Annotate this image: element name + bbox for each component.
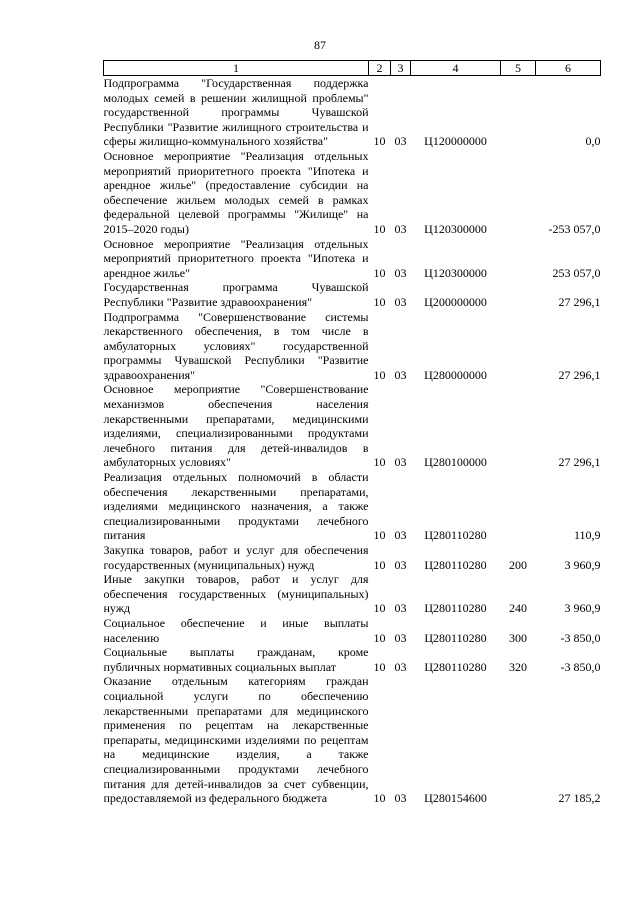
header-col-6: 6 — [536, 61, 601, 76]
row-subsection: 03 — [394, 221, 407, 236]
row-subsection: 03 — [394, 134, 407, 149]
table-row — [104, 470, 601, 543]
row-expense-type: 300 — [509, 630, 527, 645]
row-expense-type — [501, 470, 536, 543]
row-name: Закупка товаров, работ и услуг для обеспечения государственных (муниципальных) нужд — [103, 543, 369, 572]
table-row — [104, 310, 601, 383]
row-section: 10 — [373, 367, 386, 382]
row-target-code: Ц120300000 — [424, 265, 487, 280]
row-amount: 110,9 — [573, 528, 601, 543]
row-amount: 253 057,0 — [552, 265, 601, 280]
row-name: Оказание отдельным категориям граждан социальной услуги по обеспечению лекарственными препаратами для медицинского применения по рецептам на лекарственные препараты, медицинскими изделиями по рецептам на медицинские изделия, а также специализированными продуктами лечебного питания для детей-инвалидов за счет субвенции, предоставляемой из федерального бюджета — [103, 674, 369, 806]
row-subsection: 03 — [394, 659, 407, 674]
header-col-1: 1 — [104, 61, 369, 76]
row-name: Основное мероприятие "Совершенствование механизмов обеспечения населения лекарственными препаратами, медицинскими изделиями, специализированными продуктами лечебного питания для детей-инвалидов в амбулаторных условиях" — [103, 382, 369, 470]
row-section: 10 — [373, 294, 386, 309]
row-target-code: Ц200000000 — [424, 294, 487, 309]
row-subsection: 03 — [394, 367, 407, 382]
table-row — [104, 572, 601, 616]
row-target-code: Ц280000000 — [424, 367, 487, 382]
row-target-code: Ц120300000 — [424, 221, 487, 236]
table-row — [104, 149, 601, 237]
row-amount: 27 296,1 — [558, 367, 601, 382]
row-target-code: Ц280110280 — [424, 630, 487, 645]
row-section: 10 — [373, 557, 386, 572]
row-expense-type: 320 — [509, 659, 527, 674]
header-col-3: 3 — [391, 61, 411, 76]
row-expense-type — [501, 310, 536, 383]
row-name: Иные закупки товаров, работ и услуг для обеспечения государственных (муниципальных) нужд — [103, 572, 369, 616]
row-amount: 27 185,2 — [558, 791, 601, 806]
row-name: Основное мероприятие "Реализация отдельных мероприятий приоритетного проекта "Ипотека и арендное жилье" (предоставление субсидии на обеспечение жильем молодых семей в рамках федеральной целевой программы "Жилище" на 2015–2020 годы) — [103, 148, 369, 236]
row-section: 10 — [373, 601, 386, 616]
row-section: 10 — [373, 265, 386, 280]
row-subsection: 03 — [394, 557, 407, 572]
row-expense-type — [501, 237, 536, 281]
row-section: 10 — [373, 659, 386, 674]
row-target-code: Ц280100000 — [424, 455, 487, 470]
row-name: Социальное обеспечение и иные выплаты населению — [103, 615, 369, 645]
table-header-row — [104, 61, 601, 76]
row-expense-type: 200 — [509, 557, 527, 572]
row-target-code: Ц280110280 — [424, 659, 487, 674]
row-name: Подпрограмма "Государственная поддержка молодых семей в решении жилищной проблемы" государственной программы Чувашской Республики "Развитие жилищного строительства и сферы жилищно-коммунального хозяйства" — [103, 76, 369, 149]
row-section: 10 — [373, 134, 386, 149]
row-amount: 3 960,9 — [564, 601, 601, 616]
row-amount: -3 850,0 — [560, 630, 601, 645]
row-subsection: 03 — [394, 791, 407, 806]
budget-table — [103, 60, 601, 806]
table-row — [104, 674, 601, 805]
row-expense-type — [501, 674, 536, 805]
row-section: 10 — [373, 791, 386, 806]
row-subsection: 03 — [394, 294, 407, 309]
row-subsection: 03 — [394, 601, 407, 616]
row-expense-type — [501, 149, 536, 237]
row-name: Социальные выплаты гражданам, кроме публичных нормативных социальных выплат — [103, 645, 369, 674]
page-number: 87 — [314, 38, 326, 52]
row-expense-type: 240 — [509, 601, 527, 616]
row-section: 10 — [373, 528, 386, 543]
row-expense-type — [501, 76, 536, 149]
row-name: Реализация отдельных полномочий в области обеспечения лекарственными препаратами, изделиями медицинского назначения, а также специализированными продуктами лечебного питания — [103, 470, 369, 543]
row-target-code: Ц280110280 — [424, 601, 487, 616]
table-row — [104, 280, 601, 309]
row-amount: 27 296,1 — [558, 294, 601, 309]
table-row — [104, 382, 601, 470]
row-expense-type — [501, 382, 536, 470]
row-amount: -253 057,0 — [548, 221, 601, 236]
row-subsection: 03 — [394, 265, 407, 280]
row-amount: 27 296,1 — [558, 455, 601, 470]
table-row — [104, 76, 601, 149]
header-col-5: 5 — [501, 61, 536, 76]
row-expense-type — [501, 280, 536, 309]
table-row — [104, 543, 601, 572]
row-amount: 0,0 — [585, 134, 601, 149]
row-section: 10 — [373, 630, 386, 645]
row-amount: 3 960,9 — [564, 557, 601, 572]
row-name: Государственная программа Чувашской Республики "Развитие здравоохранения" — [103, 280, 369, 309]
table-row — [104, 645, 601, 674]
header-col-2: 2 — [369, 61, 391, 76]
row-subsection: 03 — [394, 455, 407, 470]
row-target-code: Ц280154600 — [424, 791, 487, 806]
row-section: 10 — [373, 455, 386, 470]
row-target-code: Ц120000000 — [424, 134, 487, 149]
row-target-code: Ц280110280 — [424, 557, 487, 572]
row-subsection: 03 — [394, 630, 407, 645]
table-row — [104, 616, 601, 645]
header-col-4: 4 — [411, 61, 501, 76]
row-name: Основное мероприятие "Реализация отдельных мероприятий приоритетного проекта "Ипотека и арендное жилье" — [103, 236, 369, 280]
row-subsection: 03 — [394, 528, 407, 543]
row-amount: -3 850,0 — [560, 659, 601, 674]
row-name: Подпрограмма "Совершенствование системы лекарственного обеспечения, в том числе в амбулаторных условиях" государственной программы Чувашской Республики "Развитие здравоохранения" — [103, 309, 369, 382]
table-row — [104, 237, 601, 281]
row-section: 10 — [373, 221, 386, 236]
row-target-code: Ц280110280 — [424, 528, 487, 543]
